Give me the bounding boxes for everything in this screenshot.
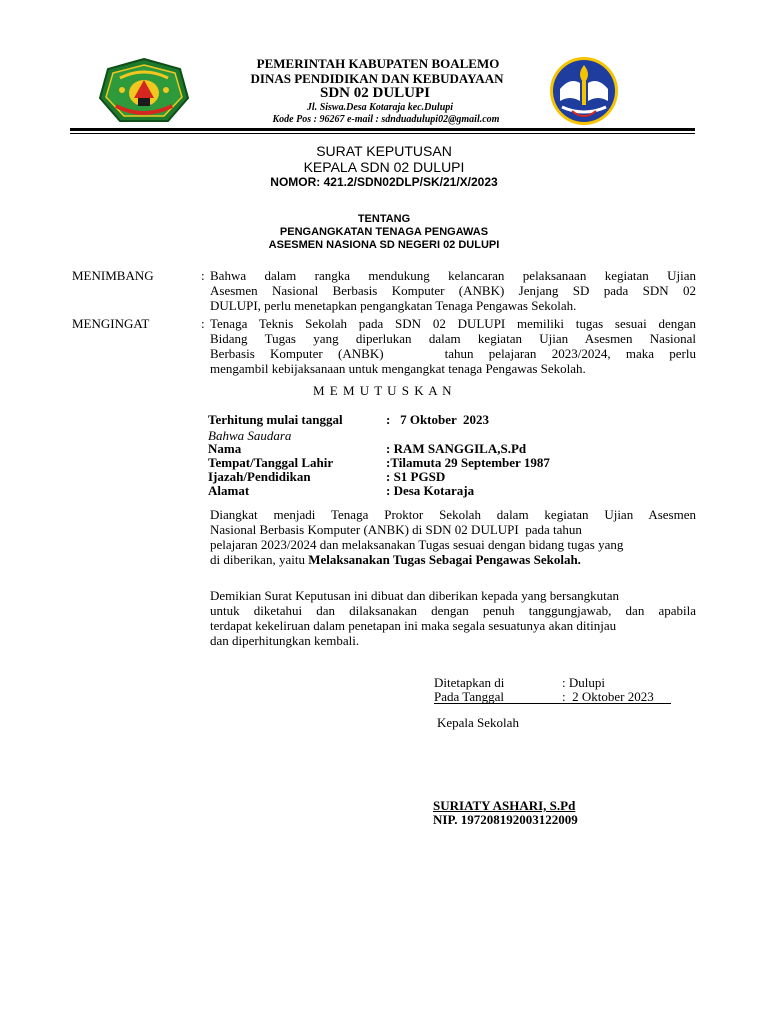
signatory-position: Kepala Sekolah [437,715,519,730]
appointment-duty: Melaksanakan Tugas Sebagai Pengawas Sekolah. [308,552,581,567]
document-issuer: KEPALA SDN 02 DULUPI [303,159,465,175]
field-value-education: : S1 PGSD [386,469,446,484]
date-value: : 2 Oktober 2023 [562,689,654,704]
government-name: PEMERINTAH KABUPATEN BOALEMO [256,56,500,71]
field-label-address: Alamat [208,483,250,498]
school-contact: Kode Pos : 96267 e-mail : sdnduadulupi02@gmail.com [272,114,500,125]
date-underline [434,703,671,704]
closing-line: dan diperhitungkan kembali. [210,633,360,648]
field-label-birth: Tempat/Tanggal Lahir [208,455,334,470]
date-label: Pada Tanggal [434,689,504,704]
field-value-birth: :Tilamuta 29 September 1987 [386,455,550,470]
letterhead-thin-rule [70,133,695,134]
menimbang-colon: : [201,268,205,283]
menimbang-text [210,268,696,313]
tut-wuri-handayani-logo-icon [546,55,622,127]
subject-line-2: ASESMEN NASIONA SD NEGERI 02 DULUPI [268,239,500,251]
appointment-line: Diangkat menjadi Tenaga Proktor Sekolah dalam kegiatan Ujian Asesmen [210,507,696,522]
boalemo-regency-seal-icon [98,58,190,124]
letterhead [0,0,768,140]
start-date-label: Terhitung mulai tanggal [208,412,343,427]
subject-line-1: PENGANGKATAN TENAGA PENGAWAS [279,226,489,238]
appointment-text [210,507,696,567]
mengingat-text [210,316,696,376]
mengingat-line: mengambil kebijaksanaan untuk mengangkat tenaga Pengawas Sekolah. [210,361,586,376]
mengingat-line: Tenaga Teknis Sekolah pada SDN 02 DULUPI memiliki tugas sesuai dengan [210,316,696,331]
signatory-name: SURIATY ASHARI, S.Pd [433,798,576,813]
field-value-address: : Desa Kotaraja [386,483,475,498]
menimbang-line: DULUPI, perlu menetapkan pengangkatan Tenaga Pengawas Sekolah. [210,298,577,313]
appointment-prefix: di diberikan, yaitu [210,552,309,567]
menimbang-label: MENIMBANG [72,268,154,283]
department-name: DINAS PENDIDIKAN DAN KEBUDAYAAN [250,71,504,86]
mengingat-line: Bidang Tugas yang diperlukan dalam kegiatan Ujian Asesmen Nasional [210,331,696,346]
place-value: : Dulupi [562,675,605,690]
school-name: SDN 02 DULUPI [319,85,430,101]
menimbang-line: Bahwa dalam rangka mendukung kelancaran pelaksanaan kegiatan Ujian [210,268,696,283]
mengingat-colon: : [201,316,205,331]
mengingat-label: MENGINGAT [72,316,150,331]
closing-text [210,588,696,648]
letterhead-thick-rule [70,128,695,131]
date-row [434,689,671,704]
document-number: NOMOR: 421.2/SDN02DLP/SK/21/X/2023 [270,175,498,189]
appointment-line: Nasional Berbasis Komputer (ANBK) di SDN 02 DULUPI pada tahun [210,522,582,537]
place-label: Ditetapkan di [434,675,505,690]
start-date-value: : 7 Oktober 2023 [386,412,490,427]
closing-line: terdapat kekeliruan dalam penetapan ini maka segala sesuatunya akan ditinjau [210,618,617,633]
field-label-education: Ijazah/Pendidikan [208,469,311,484]
signatory-nip: NIP. 197208192003122009 [433,812,578,827]
document-title: SURAT KEPUTUSAN [316,143,452,159]
memutuskan-heading: M E M U T U S K A N [313,383,453,398]
mengingat-line: Berbasis Komputer (ANBK) tahun pelajaran 2023/2024, maka perlu [210,346,696,361]
closing-line: untuk diketahui dan dilaksanakan dengan penuh tanggungjawab, dan apabila [210,603,696,618]
field-value-name: : RAM SANGGILA,S.Pd [386,441,527,456]
about-heading: TENTANG [357,213,411,225]
field-label-name: Nama [208,441,242,456]
school-address: Jl. Siswa.Desa Kotaraja kec.Dulupi [306,102,454,113]
closing-line: Demikian Surat Keputusan ini dibuat dan diberikan kepada yang bersangkutan [210,588,620,603]
appointment-line: pelajaran 2023/2024 dan melaksanakan Tugas sesuai dengan bidang tugas yang [210,537,624,552]
appointment-line-last [210,552,696,567]
menimbang-line: Asesmen Nasional Berbasis Komputer (ANBK) Jenjang SD pada SDN 02 [210,283,696,298]
intro-text: Bahwa Saudara [208,428,292,443]
